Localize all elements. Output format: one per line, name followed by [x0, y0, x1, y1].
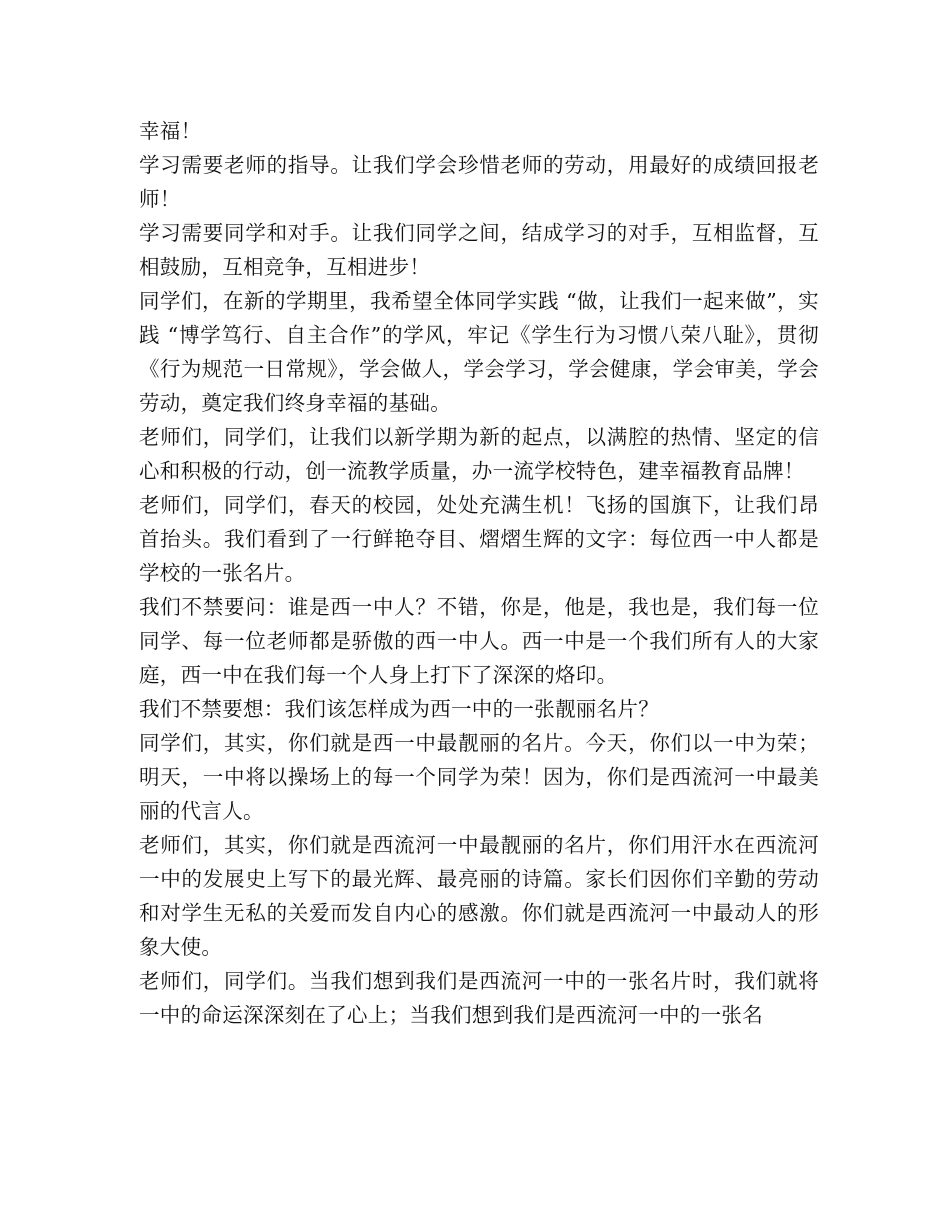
- paragraph: 我们不禁要想：我们该怎样成为西一中的一张靓丽名片？: [139, 697, 659, 721]
- paragraph: 老师们，同学们。当我们想到我们是西流河一中的一张名片时，我们就将一中的命运深深刻在了心上；当我们想到我们是西流河一中的一张名: [139, 969, 819, 1027]
- paragraph: 老师们，同学们，让我们以新学期为新的起点，以满腔的热情、坚定的信心和积极的行动，创一流教学质量，办一流学校特色，建幸福教育品牌！: [139, 425, 819, 483]
- paragraph: 学习需要老师的指导。让我们学会珍惜老师的劳动，用最好的成绩回报老师！: [139, 153, 819, 211]
- paragraph: 老师们，其实，你们就是西流河一中最靓丽的名片，你们用汗水在西流河一中的发展史上写下的最光辉、最亮丽的诗篇。家长们因你们辛勤的劳动和对学生无私的关爱而发自内心的感激。你们就是西流河一中最动人的形象大使。: [139, 833, 819, 959]
- paragraph: 老师们，同学们，春天的校园，处处充满生机！飞扬的国旗下，让我们昂首抬头。我们看到了一行鲜艳夺目、熠熠生辉的文字：每位西一中人都是学校的一张名片。: [139, 493, 819, 585]
- document-body: [139, 114, 819, 1032]
- paragraph: 我们不禁要问：谁是西一中人？不错，你是，他是，我也是，我们每一位同学、每一位老师都是骄傲的西一中人。西一中是一个我们所有人的大家庭，西一中在我们每一个人身上打下了深深的烙印。: [139, 595, 819, 687]
- paragraph: 学习需要同学和对手。让我们同学之间，结成学习的对手，互相监督，互相鼓励，互相竞争，互相进步！: [139, 221, 819, 279]
- paragraph: 幸福！: [139, 119, 202, 143]
- paragraph: 同学们，其实，你们就是西一中最靓丽的名片。今天，你们以一中为荣；明天，一中将以操场上的每一个同学为荣！因为，你们是西流河一中最美丽的代言人。: [139, 731, 819, 823]
- paragraph: 同学们，在新的学期里，我希望全体同学实践 “做，让我们一起来做”，实践 “博学笃行、自主合作”的学风，牢记《学生行为习惯八荣八耻》，贯彻《行为规范一日常规》，学会做人，学会学习，学会健康，学会审美，学会劳动，奠定我们终身幸福的基础。: [139, 289, 819, 415]
